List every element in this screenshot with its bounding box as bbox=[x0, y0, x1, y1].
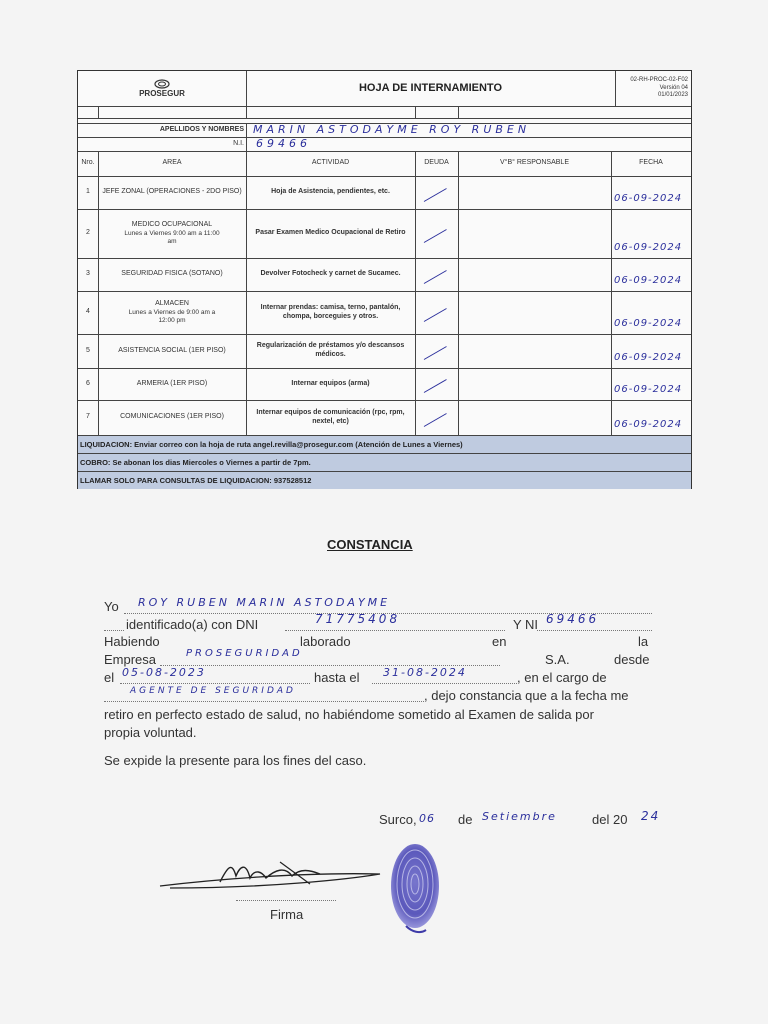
header-responsable: V°B° RESPONSABLE bbox=[499, 159, 569, 167]
apellidos-label: APELLIDOS Y NOMBRES bbox=[159, 125, 244, 133]
row-area-name: MEDICO OCUPACIONAL bbox=[131, 221, 213, 228]
empresa-value: PROSEGURIDAD bbox=[186, 648, 303, 659]
propia-text: propia voluntad. bbox=[104, 725, 197, 740]
form-code: 02-RH-PROC-02-F02 bbox=[630, 77, 688, 84]
deuda-check-mark bbox=[424, 308, 447, 322]
liquidacion-note: LIQUIDACION: Enviar correo con la hoja de ruta angel.revilla@prosegur.com (Atención de Lunes a Viernes) bbox=[78, 435, 691, 453]
row-area bbox=[98, 176, 246, 209]
header-area: AREA bbox=[162, 159, 182, 167]
row-nro: 6 bbox=[86, 379, 90, 387]
row-actividad: Regularización de préstamos y/o descansos médicos. bbox=[256, 342, 405, 358]
internamiento-form bbox=[77, 70, 692, 489]
fecha-desde: 05-08-2023 bbox=[122, 666, 206, 679]
deuda-check-mark bbox=[424, 229, 447, 243]
de-text: de bbox=[458, 812, 473, 827]
retiro-text: retiro en perfecto estado de salud, no habiéndome sometido al Examen de salida por bbox=[104, 707, 594, 722]
fingerprint-icon bbox=[386, 840, 444, 936]
deuda-check-mark bbox=[424, 188, 447, 202]
deuda-check-mark bbox=[424, 413, 447, 427]
dni-value: 71775408 bbox=[315, 612, 401, 626]
row-actividad: Devolver Fotocheck y carnet de Sucamec. bbox=[260, 270, 401, 278]
deuda-check-mark bbox=[424, 270, 447, 284]
row-area bbox=[98, 334, 246, 368]
row-area-name: COMUNICACIONES (1ER PISO) bbox=[120, 413, 224, 421]
row-nro: 2 bbox=[86, 229, 90, 237]
row-fecha: 06-09-2024 bbox=[614, 275, 683, 286]
identificado-label: identificado(a) con DNI bbox=[126, 617, 259, 632]
row-actividad: Internar equipos de comunicación (rpc, rpm, nextel, etc) bbox=[256, 408, 405, 425]
row-actividad: Internar prendas: camisa, terno, pantalón, chompa, borceguies y otros. bbox=[260, 303, 401, 320]
row-area-detail: Lunes a Viernes 9:00 am a 11:00 am bbox=[124, 229, 220, 245]
header-nro: Nro. bbox=[81, 159, 95, 167]
row-area-name: JEFE ZONAL (OPERACIONES - 2DO PISO) bbox=[102, 188, 242, 196]
row-area-name: ALMACEN bbox=[155, 300, 189, 307]
row-area bbox=[98, 291, 246, 334]
row-nro: 5 bbox=[86, 346, 90, 354]
employee-name: ROY RUBEN MARIN ASTODAYME bbox=[138, 596, 391, 609]
deuda-check-mark bbox=[424, 346, 447, 360]
yo-label: Yo bbox=[104, 599, 119, 614]
row-fecha: 06-09-2024 bbox=[614, 384, 683, 395]
row-area bbox=[98, 258, 246, 291]
en-text: en bbox=[492, 634, 507, 649]
deuda-check-mark bbox=[424, 379, 447, 393]
row-area bbox=[98, 400, 246, 435]
row-area-name: SEGURIDAD FISICA (SOTANO) bbox=[121, 270, 223, 278]
cargo-value: AGENTE DE SEGURIDAD bbox=[130, 686, 296, 696]
apellidos-value: MARIN ASTODAYME ROY RUBEN bbox=[253, 123, 531, 136]
row-actividad: Hoja de Asistencia, pendientes, etc. bbox=[271, 188, 390, 196]
header-fecha: FECHA bbox=[639, 159, 663, 167]
row-nro: 7 bbox=[86, 413, 90, 421]
cargo-label: , en el cargo de bbox=[517, 670, 607, 685]
habiendo-text: Habiendo bbox=[104, 634, 160, 649]
firma-label: Firma bbox=[270, 907, 304, 922]
row-area bbox=[98, 209, 246, 258]
signature-line bbox=[236, 900, 336, 901]
row-area bbox=[98, 368, 246, 400]
date-year: 24 bbox=[641, 809, 661, 823]
el-text: el bbox=[104, 670, 115, 685]
del-text: del 20 bbox=[592, 812, 628, 827]
empresa-label: Empresa bbox=[104, 652, 157, 667]
surco-text: Surco, bbox=[379, 812, 417, 827]
row-nro: 3 bbox=[86, 270, 90, 278]
laborado-text: laborado bbox=[300, 634, 351, 649]
form-version-date: 01/01/2023 bbox=[657, 92, 688, 99]
fecha-hasta: 31-08-2024 bbox=[383, 666, 467, 679]
row-actividad: Internar equipos (arma) bbox=[291, 379, 370, 387]
la-text: la bbox=[638, 634, 649, 649]
row-fecha: 06-09-2024 bbox=[614, 419, 683, 430]
row-area-name: ARMERIA (1ER PISO) bbox=[136, 379, 208, 387]
row-area-detail: Lunes a Viernes de 9:00 am a 12:00 pm bbox=[128, 308, 216, 324]
cobro-note: COBRO: Se abonan los dias Miercoles o Viernes a partir de 7pm. bbox=[78, 453, 691, 471]
row-fecha: 06-09-2024 bbox=[614, 242, 683, 253]
row-fecha: 06-09-2024 bbox=[614, 352, 683, 363]
row-nro: 4 bbox=[86, 308, 90, 316]
row-nro: 1 bbox=[86, 188, 90, 196]
row-fecha: 06-09-2024 bbox=[614, 193, 683, 204]
form-title: HOJA DE INTERNAMIENTO bbox=[358, 81, 502, 94]
date-month: Setiembre bbox=[482, 810, 557, 823]
ni-label-text: Y NI bbox=[513, 617, 539, 632]
row-area-name: ASISTENCIA SOCIAL (1ER PISO) bbox=[118, 346, 226, 354]
ni-value: 69466 bbox=[256, 137, 311, 150]
company-name: PROSEGUR bbox=[139, 88, 185, 98]
signature-drawing bbox=[150, 848, 400, 898]
hasta-text: hasta el bbox=[314, 670, 360, 685]
form-code-block bbox=[615, 71, 691, 106]
constancia-title: CONSTANCIA bbox=[327, 537, 413, 552]
sa-text: S.A. bbox=[545, 652, 570, 667]
ni-value-text: 69466 bbox=[546, 612, 600, 626]
date-day: 06 bbox=[419, 812, 435, 825]
dejo-text: , dejo constancia que a la fecha me bbox=[424, 688, 629, 703]
header-deuda: DEUDA bbox=[424, 159, 449, 167]
llamar-note: LLAMAR SOLO PARA CONSULTAS DE LIQUIDACION: 937528512 bbox=[78, 471, 691, 489]
company-logo bbox=[78, 71, 246, 106]
header-actividad: ACTIVIDAD bbox=[311, 159, 350, 167]
row-actividad: Pasar Examen Medico Ocupacional de Retiro bbox=[255, 229, 406, 237]
desde-text: desde bbox=[614, 652, 650, 667]
row-fecha: 06-09-2024 bbox=[614, 318, 683, 329]
ni-label: N.I. bbox=[233, 139, 244, 147]
expide-text: Se expide la presente para los fines del caso. bbox=[104, 753, 367, 768]
form-version: Versión 04 bbox=[659, 84, 688, 91]
prosegur-logo-icon bbox=[154, 79, 170, 89]
